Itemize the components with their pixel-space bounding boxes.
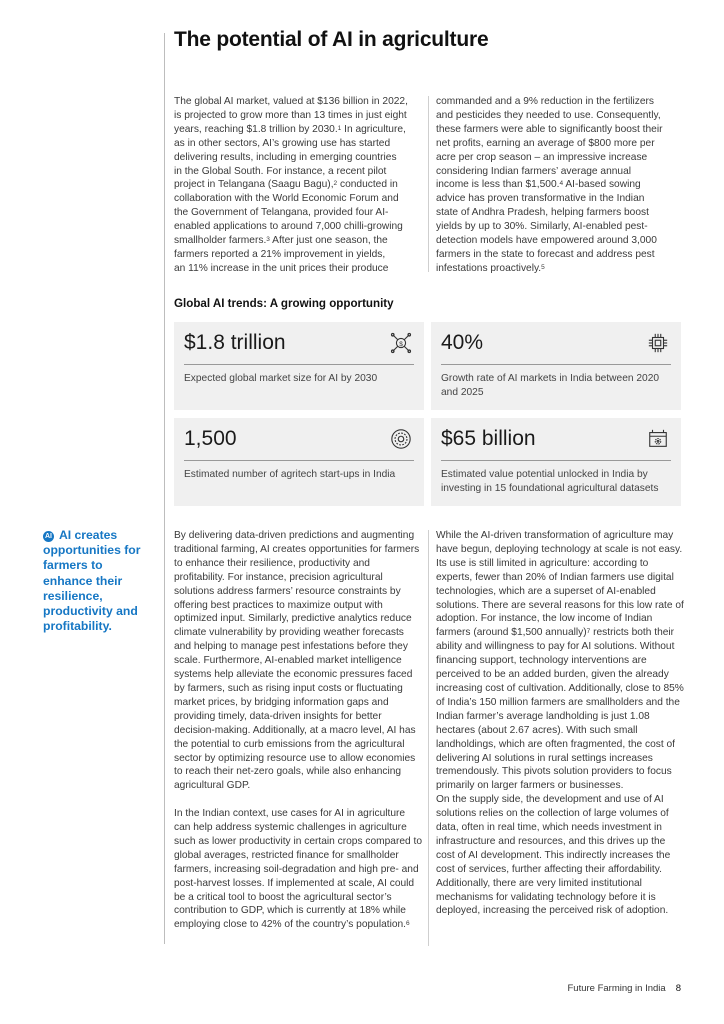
intro-line: yields by up to 30%. Similarly, AI-enabled pest- [436,221,648,233]
stat-description: Expected global market size for AI by 2030 [184,373,378,384]
footnote-ref: 6 [406,920,410,928]
stat-card-market-size [174,322,424,410]
footnote-ref: 1 [337,124,342,132]
intro-line: detection models have empowered around 3,000 [436,235,657,247]
pull-quote-text: AI creates opportunities for farmers to enhance their resilience, productivity and profitability. [43,528,141,634]
intro-line: acre per crop season – an impressive increase [436,151,648,163]
intro-line: these farmers were able to significantly boost their [436,123,663,135]
footnote-ref: 5 [541,263,545,271]
stat-value: $1.8 trillion [184,331,286,354]
footnote-ref: 3 [266,236,270,244]
intro-right-column [436,95,686,276]
section-heading: Global AI trends: A growing opportunity [174,297,394,310]
body-column-divider [428,530,429,946]
body-paragraph: In the Indian context, use cases for AI in agriculture can help address systemic challenges in agriculture such as lower productivity in certain crops compared to global averages, restricted finance for smallholder farmers, increasing soil-degradation and high pre- and post-harvest losses. If implemented at scale, AI could be a critical tool to boost the agricultural sector’s contribution to GDP, which is currently at 18% while employing close to 42% of the country’s population.$^6$ [174,808,423,931]
stat-divider [184,460,414,461]
stat-card-value-potential [431,418,681,506]
intro-line: and pesticides they needed to use. Consequently, [436,109,661,121]
footnote-ref: 4 [559,180,564,188]
money-network-icon [390,332,412,354]
intro-column-divider [428,96,429,272]
intro-line: farmers reported a 21% improvement in yields, [174,248,386,260]
intro-line: farmers in the state to forecast and address pest [436,248,655,260]
body-paragraph: On the supply side, the development and use of AI solutions relies on the collection of large volumes of data, often in real time, which needs investment in infrastructure and resources, and this drives up the cost of AI development. This indirectly increases the cost of services, further affecting their affordability. Additionally, there are very limited institutional mechanisms for validating technology before it is deployed, increasing the perceived risk of adoption. [436,794,671,917]
body-right-column [436,529,686,918]
stat-value: 40% [441,331,484,354]
footnote-ref: 7 [586,628,591,636]
intro-left-column [174,95,422,276]
stat-value: 1,500 [184,427,237,450]
svg-text:$: $ [399,340,403,348]
pull-quote [43,528,153,634]
stat-card-startups [174,418,424,506]
intro-line: The global AI market, valued at $136 billion in 2022, [174,96,408,107]
intro-line: advice has proven transformative in the Indian [436,193,645,205]
stat-divider [441,364,671,365]
stat-card-growth-rate [431,322,681,410]
intro-line: state of Andhra Pradesh, helping farmers boost [436,207,649,219]
intro-line: considering Indian farmers’ average annual [436,165,631,177]
intro-line: delivering results, including in emerging countries [174,151,397,163]
intro-line: is projected to grow more than 13 times in just eight [174,109,407,121]
page-number: 8 [675,983,681,994]
stat-description: Growth rate of AI markets in India between 2020 and 2025 [441,373,660,398]
left-margin-rule [164,33,165,944]
intro-line: years, reaching $1.8 trillion by 2030.$^1$ In agriculture, [174,123,406,135]
body-left-column [174,529,422,932]
page-title: The potential of AI in agriculture [174,28,489,51]
intro-line: an 11% increase in the unit prices their produce [174,262,389,274]
intro-line: project in Telangana (Saagu Bagu),$^2$ conducted in [174,179,398,191]
intro-line: commanded and a 9% reduction in the fertilizers [436,96,655,107]
gear-icon [390,428,412,450]
chip-icon [647,332,669,354]
intro-line: collaboration with the World Economic Forum and [174,193,399,205]
server-gear-icon [647,428,669,450]
intro-line: smallholder farmers.$^3$ After just one season, the [174,235,388,247]
footer-label: Future Farming in India [567,983,666,994]
intro-line: income is less than $1,500.$^4$ AI-based sowing [436,179,641,191]
body-paragraph: While the AI-driven transformation of agriculture may have begun, deploying technology at scale is not easy. Its use is still limited in agriculture: according to experts, fewer than 20% of Indian farmers use digital technologies, which are a superset of AI-enabled solutions. There are several reasons for this low rate of adoption. For instance, the low income of Indian farmers (around $1,500 annually)$^7$ restricts both their ability and willingness to pay for AI solutions. Without financing support, technology interventions are perceived to be an added burden, given the already increasing cost of cultivation. Additionally, close to 85% of India’s 150 million farmers are smallholders and the Indian farmer’s average landholding is just 1.08 hectares (about 2.67 acres). With such small landholdings, which are often fragmented, the cost of delivering AI solutions in rural settings increases tremendously. This pivots solution providers to focus primarily on larger farmers or businesses. [436,530,684,792]
intro-line: net profits, earning an average of $800 more per [436,137,655,149]
stat-divider [441,460,671,461]
page-footer [567,983,681,994]
body-paragraph: By delivering data-driven predictions and augmenting traditional farming, AI creates opportunities for farmers to enhance their resilience, productivity and profitability. For instance, precision agricultural solutions address farmers’ resource constraints by offering best practices to maximize output with optimized input. Similarly, predictive analytics reduce climate vulnerability by providing weather forecasts and helping to manage pest infestations before they scale. Furthermore, AI-enabled market intelligence systems help alleviate the economic pressures faced by farmers, such as rising input costs or fluctuating market prices, by bridging information gaps and providing timely, data-driven insights for better decision-making. Additionally, at a macro level, AI has the potential to curb emissions from the agricultural sector by optimizing resource use to allow economies to reach their net-zero goals, while also enhancing agricultural GDP. [174,530,420,792]
ai-badge-icon: AI [45,533,52,540]
intro-line: as in other sectors, AI’s growing use has started [174,137,391,149]
stat-description: Estimated number of agritech start-ups in India [184,469,396,480]
stat-value: $65 billion [441,427,536,450]
intro-line: infestations proactively.$^5$ [436,262,545,274]
stat-divider [184,364,414,365]
intro-line: enabled applications to around 7,000 chilli-growing [174,221,403,233]
intro-line: in the Global South. For instance, a recent pilot [174,165,387,177]
footnote-ref: 2 [333,180,338,188]
intro-line: the Government of Telangana, provided four AI- [174,207,389,219]
stat-description: Estimated value potential unlocked in India by investing in 15 foundational agricultural datasets [441,469,659,494]
